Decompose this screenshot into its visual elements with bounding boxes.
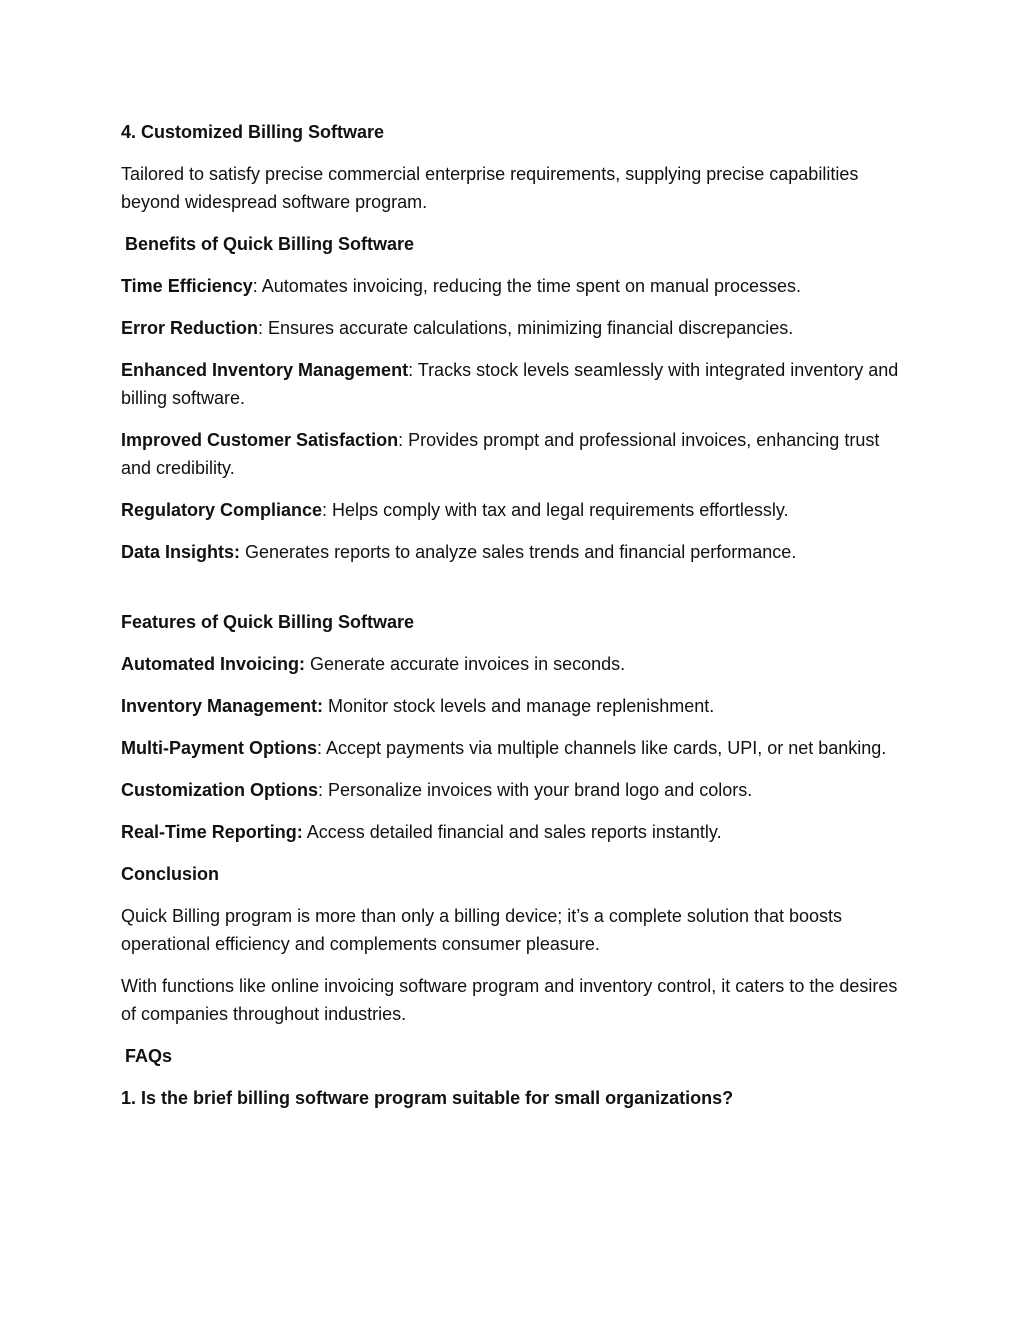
item-label: Real-Time Reporting: — [121, 822, 303, 842]
section-heading: Conclusion — [121, 864, 219, 884]
item-text: : Automates invoicing, reducing the time spent on manual processes. — [252, 276, 802, 296]
benefit-item — [121, 314, 911, 342]
item-label: Enhanced Inventory Management — [121, 360, 409, 380]
item-text: Access detailed financial and sales reports instantly. — [302, 822, 722, 842]
item-text: Monitor stock levels and manage replenishment. — [323, 696, 715, 716]
section-heading: Benefits of Quick Billing Software — [125, 234, 415, 254]
item-label: Automated Invoicing: — [121, 654, 305, 674]
item-text: : Provides prompt and professional invoices, enhancing trust and credibility. — [121, 430, 880, 478]
body-paragraph: With functions like online invoicing software program and inventory control, it caters to the desires of companies throughout industries. — [121, 976, 898, 1024]
item-text: : Tracks stock levels seamlessly with integrated inventory and billing software. — [121, 360, 899, 408]
feature-item — [121, 650, 911, 678]
item-text: : Personalize invoices with your brand logo and colors. — [318, 780, 753, 800]
item-text: Generates reports to analyze sales trends and financial performance. — [240, 542, 797, 562]
item-label: Time Efficiency — [121, 276, 253, 296]
benefit-item — [121, 538, 911, 566]
benefit-item — [121, 272, 911, 300]
document-content — [121, 118, 911, 1126]
benefit-item — [121, 496, 911, 524]
item-label: Regulatory Compliance — [121, 500, 323, 520]
feature-item — [121, 692, 911, 720]
item-label: Multi-Payment Options — [121, 738, 318, 758]
body-paragraph: Quick Billing program is more than only a billing device; it’s a complete solution that boosts operational efficiency and complements consumer pleasure. — [121, 906, 843, 954]
spacer — [121, 580, 911, 608]
section-heading: FAQs — [125, 1046, 173, 1066]
feature-item — [121, 818, 911, 846]
feature-item — [121, 734, 911, 762]
section-heading: Features of Quick Billing Software — [121, 612, 415, 632]
item-label: Customization Options — [121, 780, 318, 800]
faq-question: 1. Is the brief billing software program suitable for small organizations? — [121, 1088, 734, 1108]
item-label: Error Reduction — [121, 318, 259, 338]
item-text: : Helps comply with tax and legal requirements effortlessly. — [322, 500, 789, 520]
item-text: Generate accurate invoices in seconds. — [305, 654, 626, 674]
item-label: Inventory Management: — [121, 696, 324, 716]
item-text: : Ensures accurate calculations, minimizing financial discrepancies. — [258, 318, 794, 338]
benefit-item — [121, 426, 911, 482]
item-label: Improved Customer Satisfaction — [121, 430, 399, 450]
section-heading: 4. Customized Billing Software — [121, 122, 385, 142]
item-text: : Accept payments via multiple channels like cards, UPI, or net banking. — [317, 738, 887, 758]
item-label: Data Insights: — [121, 542, 241, 562]
feature-item — [121, 776, 911, 804]
body-paragraph: Tailored to satisfy precise commercial enterprise requirements, supplying precise capabilities beyond widespread software program. — [121, 164, 859, 212]
benefit-item — [121, 356, 911, 412]
